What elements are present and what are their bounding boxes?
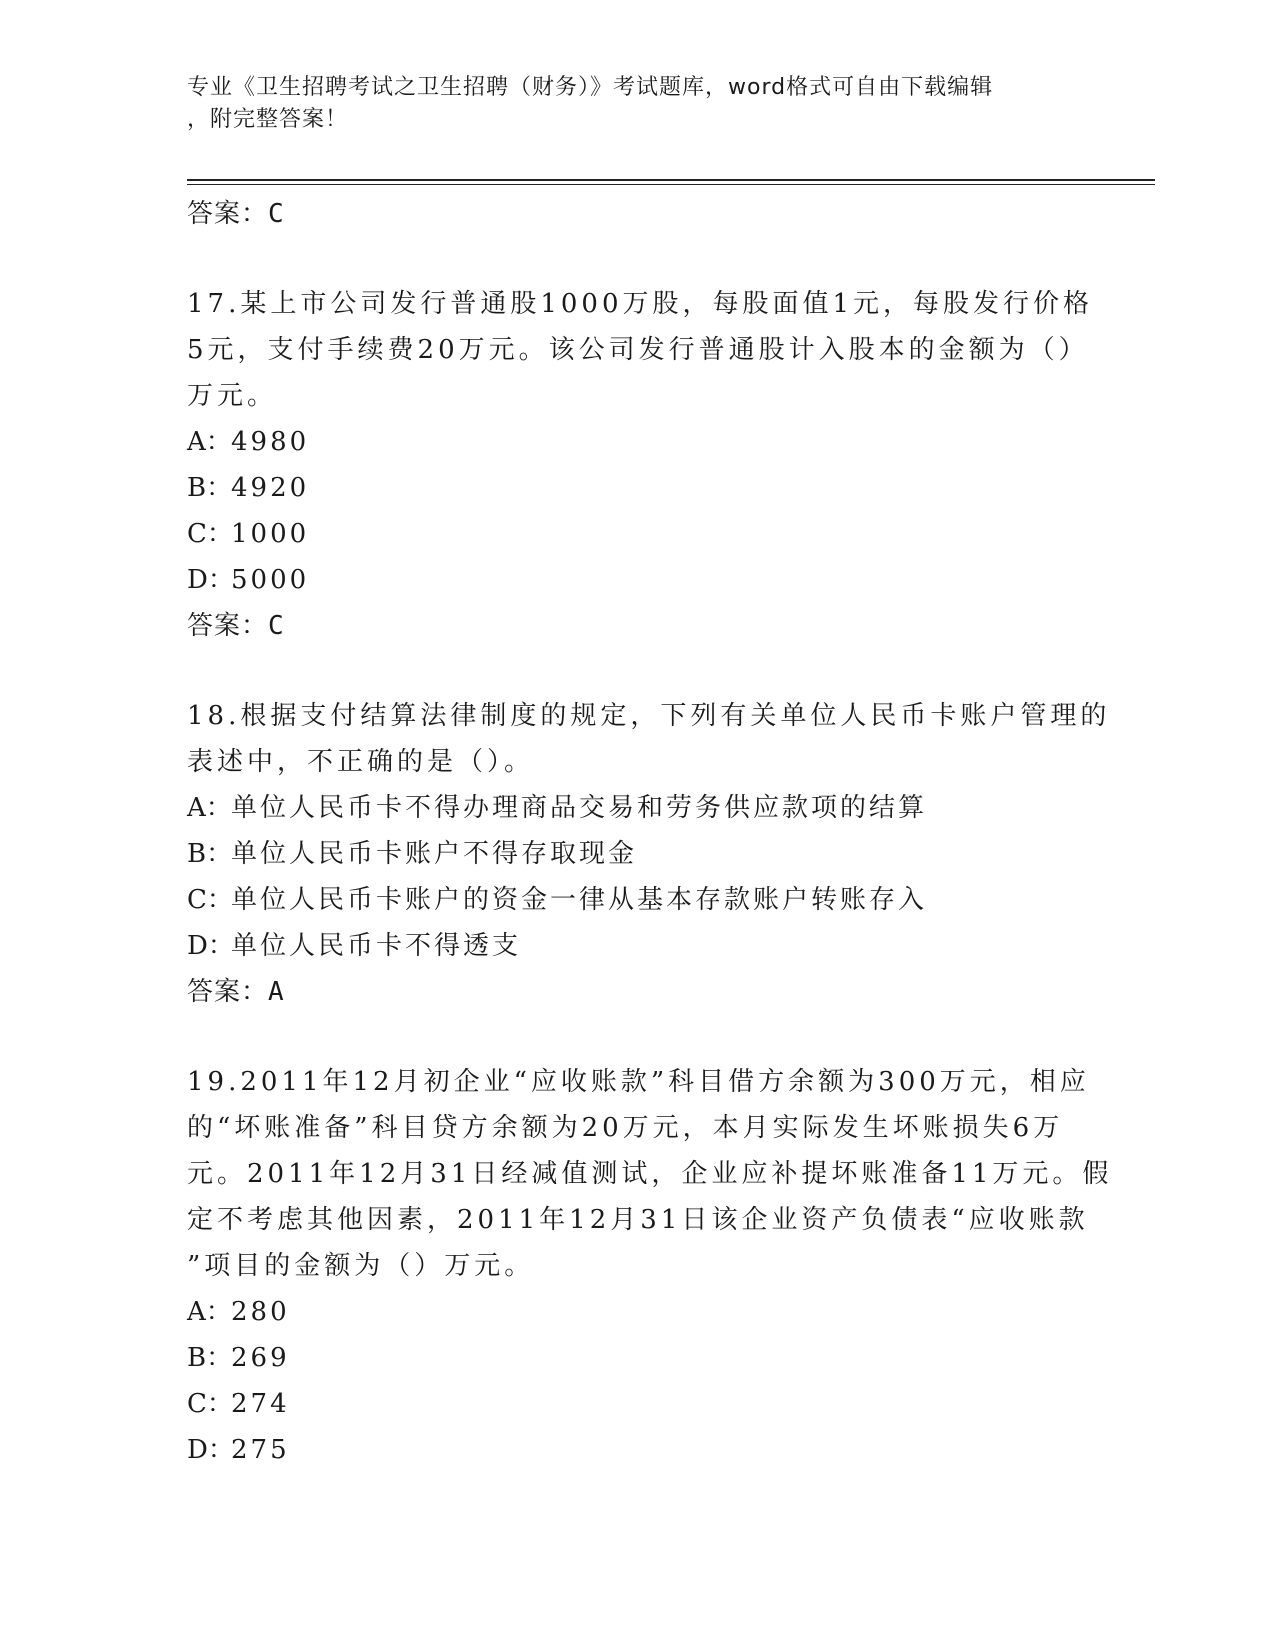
option-letter: C： xyxy=(187,1389,233,1419)
header-line-2: ，附完整答案！ xyxy=(187,107,349,132)
answer-label: 答案： xyxy=(187,199,269,229)
option-text: 单位人民币卡账户不得存取现金 xyxy=(231,839,638,869)
option-letter: A： xyxy=(187,427,232,457)
question-text-line: 19.2011年12月初企业“应收账款”科目借方余额为300万元，相应 xyxy=(187,1067,1090,1097)
option-c xyxy=(187,511,1087,557)
option-b xyxy=(187,831,1087,877)
option-d xyxy=(187,923,1087,969)
question-19 xyxy=(187,1059,1113,1473)
option-text: 单位人民币卡不得透支 xyxy=(231,931,522,961)
question-18 xyxy=(187,693,1111,1015)
option-letter: D： xyxy=(187,565,234,595)
question-17 xyxy=(187,281,1094,649)
option-letter: D： xyxy=(187,931,234,961)
answer-label: 答案： xyxy=(187,977,269,1007)
option-letter: B： xyxy=(187,473,233,503)
option-text: 275 xyxy=(231,1435,290,1465)
option-letter: B： xyxy=(187,839,233,869)
option-c xyxy=(187,1381,1087,1427)
option-text: 5000 xyxy=(231,565,310,595)
question-text-line: 表述中，不正确的是（）。 xyxy=(187,747,535,777)
answer-line-q16 xyxy=(187,191,1087,237)
option-text: 274 xyxy=(231,1389,290,1419)
option-letter: C： xyxy=(187,519,233,549)
answer-line-q17 xyxy=(187,603,1087,649)
header-divider-thick xyxy=(187,179,1155,181)
option-a xyxy=(187,419,1087,465)
question-text-line: 的“坏账准备”科目贷方余额为20万元，本月实际发生坏账损失6万 xyxy=(187,1113,1064,1143)
option-letter: D： xyxy=(187,1435,234,1465)
answer-label: 答案： xyxy=(187,611,269,641)
question-content xyxy=(187,191,1113,1473)
option-b xyxy=(187,1335,1087,1381)
option-text: 280 xyxy=(231,1297,290,1327)
option-text: 4920 xyxy=(231,473,310,503)
option-letter: A： xyxy=(187,1297,232,1327)
option-text: 单位人民币卡不得办理商品交易和劳务供应款项的结算 xyxy=(231,793,928,823)
option-letter: B： xyxy=(187,1343,233,1373)
option-d xyxy=(187,1427,1087,1473)
header-divider-thin xyxy=(187,184,1155,185)
option-letter: A： xyxy=(187,793,232,823)
spacer xyxy=(187,1015,1087,1059)
header-line-1: 专业《卫生招聘考试之卫生招聘（财务）》考试题库，word格式可自由下载编辑 xyxy=(187,75,994,100)
option-d xyxy=(187,557,1087,603)
question-text-line: 定不考虑其他因素，2011年12月31日该企业资产负债表“应收账款 xyxy=(187,1205,1089,1235)
option-text: 单位人民币卡账户的资金一律从基本存款账户转账存入 xyxy=(231,885,928,915)
question-text-line: 17.某上市公司发行普通股1000万股，每股面值1元，每股发行价格 xyxy=(187,289,1094,319)
answer-value: C xyxy=(268,611,285,641)
option-a xyxy=(187,1289,1087,1335)
document-header xyxy=(187,72,1067,136)
spacer xyxy=(187,237,1087,281)
answer-value: C xyxy=(268,199,285,229)
question-text-line: ”项目的金额为（）万元。 xyxy=(187,1251,535,1281)
answer-value: A xyxy=(268,977,285,1007)
question-text-line: 元。2011年12月31日经减值测试，企业应补提坏账准备11万元。假 xyxy=(187,1159,1113,1189)
option-text: 1000 xyxy=(231,519,310,549)
spacer xyxy=(187,649,1087,693)
option-letter: C： xyxy=(187,885,233,915)
option-c xyxy=(187,877,1087,923)
question-text-line: 5元，支付手续费20万元。该公司发行普通股计入股本的金额为（） xyxy=(187,335,1089,365)
option-a xyxy=(187,785,1087,831)
answer-line-q18 xyxy=(187,969,1087,1015)
question-text-line: 18.根据支付结算法律制度的规定，下列有关单位人民币卡账户管理的 xyxy=(187,701,1111,731)
question-text-line: 万元。 xyxy=(187,381,278,411)
option-b xyxy=(187,465,1087,511)
option-text: 269 xyxy=(231,1343,290,1373)
option-text: 4980 xyxy=(231,427,310,457)
